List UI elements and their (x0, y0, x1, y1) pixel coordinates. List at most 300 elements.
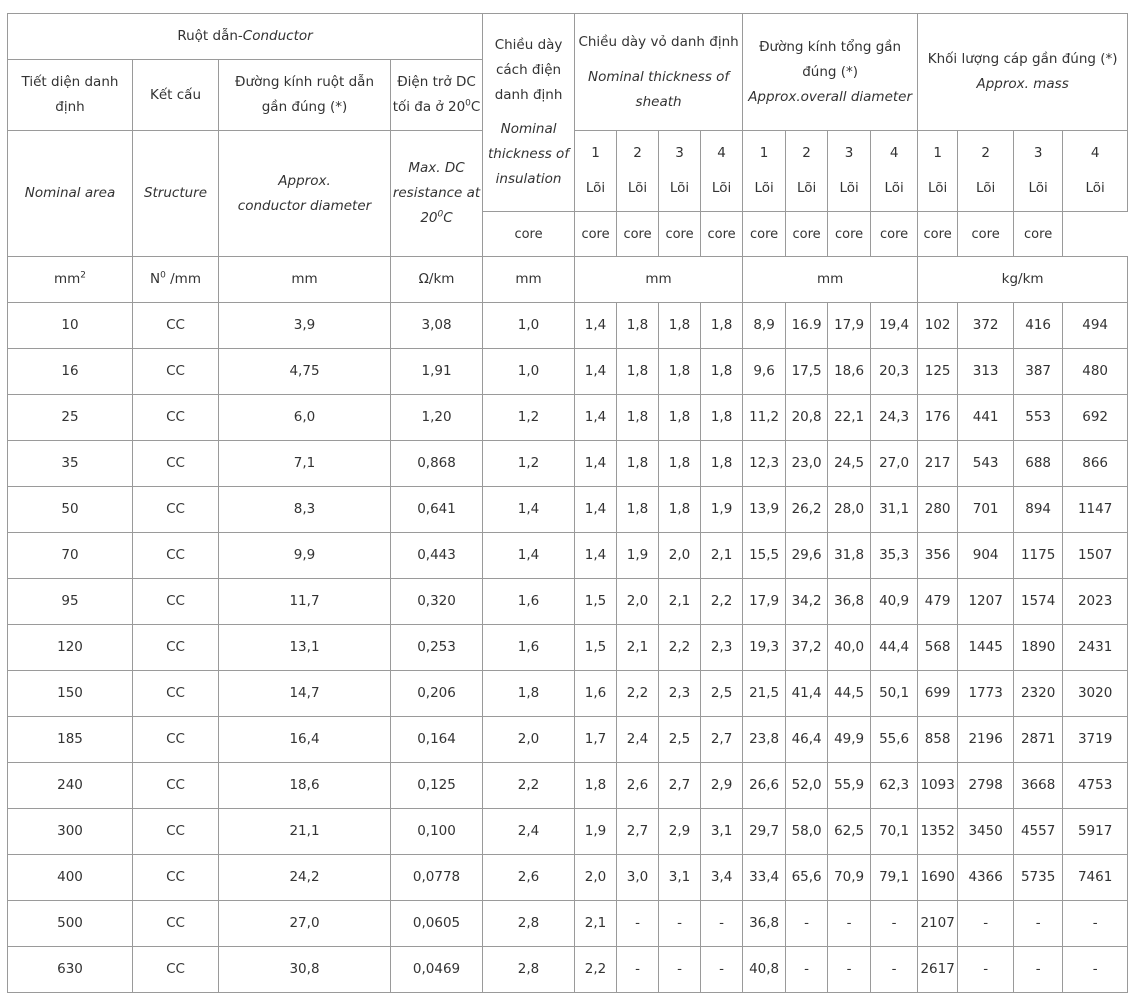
structure-cell: CC (133, 717, 219, 763)
conductor-diameter-vi-header (219, 60, 391, 131)
sheath-core-3-en: core (617, 212, 659, 257)
sheath-core-1-cell: 1,5 (575, 625, 617, 671)
insulation-cell: 1,8 (483, 671, 575, 717)
resistance-cell: 3,08 (391, 303, 483, 349)
insulation-vi-line3: danh định (494, 87, 563, 103)
mass-core-4-cell: 1507 (1063, 533, 1128, 579)
data-rows (8, 303, 1128, 993)
dc-resistance-vi-line2-b: C (470, 99, 481, 115)
mass-core-1-cell: 176 (918, 395, 958, 441)
cable-spec-table (7, 13, 1128, 993)
sheath-core-3-cell: 2,1 (659, 579, 701, 625)
sheath-core-4-cell: 1,8 (701, 441, 743, 487)
sheath-core-3-cell: 2,3 (659, 671, 701, 717)
sheath-core-2-cell: 2,1 (617, 625, 659, 671)
mass-core-3-cell: 2320 (1014, 671, 1063, 717)
unit-area (8, 257, 133, 303)
mass-core-1-cell: 2107 (918, 901, 958, 947)
unit-area-base: mm (53, 271, 81, 287)
structure-cell: CC (133, 395, 219, 441)
sheath-core-2-cell: 1,8 (617, 487, 659, 533)
structure-cell: CC (133, 625, 219, 671)
structure-vi-header: Kết cấu (133, 60, 219, 131)
overall-core-4-cell: 50,1 (871, 671, 918, 717)
insulation-vi-line1: Chiều dày (494, 37, 563, 53)
overall-core-4-cell: - (871, 901, 918, 947)
sheath-core-3-cell: 2,5 (659, 717, 701, 763)
mass-core-2-cell: - (958, 947, 1014, 993)
nominal-area-en-header: Nominal area (8, 131, 133, 257)
structure-cell: CC (133, 533, 219, 579)
overall-core-3-cell: 49,9 (828, 717, 871, 763)
mass-core-2-cell: 441 (958, 395, 1014, 441)
core-number: 1 (933, 145, 942, 161)
sheath-core-3-header (659, 131, 701, 212)
area-cell: 630 (8, 947, 133, 993)
unit-overall: mm (743, 257, 918, 303)
insulation-vi-line2: cách điện (495, 62, 562, 78)
resistance-cell: 1,20 (391, 395, 483, 441)
unit-sheath: mm (575, 257, 743, 303)
sheath-core-4-cell: 1,9 (701, 487, 743, 533)
mass-core-1-cell: 1093 (918, 763, 958, 809)
mass-core-1-cell: 1690 (918, 855, 958, 901)
core-vi-label: Lõi (1085, 180, 1105, 196)
insulation-en-line1: Nominal (500, 121, 557, 137)
resistance-cell: 0,100 (391, 809, 483, 855)
overall-core-4-cell: 79,1 (871, 855, 918, 901)
table-row (8, 441, 1128, 487)
mass-core-4-cell: 866 (1063, 441, 1128, 487)
overall-core-3-cell: 22,1 (828, 395, 871, 441)
resistance-cell: 0,253 (391, 625, 483, 671)
unit-resistance: Ω/km (391, 257, 483, 303)
overall-core-2-cell: 37,2 (786, 625, 828, 671)
insulation-cell: 1,2 (483, 441, 575, 487)
sheath-core-4-cell: - (701, 901, 743, 947)
overall-core-2-cell: 52,0 (786, 763, 828, 809)
area-cell: 95 (8, 579, 133, 625)
overall-core-2-cell: 65,6 (786, 855, 828, 901)
resistance-cell: 0,320 (391, 579, 483, 625)
sheath-core-4-cell: 3,4 (701, 855, 743, 901)
mass-core-4-cell: 692 (1063, 395, 1128, 441)
insulation-cell: 2,4 (483, 809, 575, 855)
dc-resistance-en-degree: 0 (437, 209, 444, 220)
nominal-area-vi-header (8, 60, 133, 131)
overall-core-3-cell: 24,5 (828, 441, 871, 487)
structure-cell: CC (133, 487, 219, 533)
mass-core-2-cell: 1207 (958, 579, 1014, 625)
overall-core-1-cell: 36,8 (743, 901, 786, 947)
mass-core-1-cell: 479 (918, 579, 958, 625)
resistance-cell: 0,0469 (391, 947, 483, 993)
mass-core-4-cell: - (1063, 947, 1128, 993)
structure-cell: CC (133, 947, 219, 993)
unit-area-sup: 2 (80, 270, 87, 281)
mass-core-4-cell: 2431 (1063, 625, 1128, 671)
cable-spec-table-container (7, 13, 1127, 993)
mass-core-2-en: core (918, 212, 958, 257)
sheath-core-3-cell: 1,8 (659, 441, 701, 487)
sheath-core-4-cell: 2,2 (701, 579, 743, 625)
mass-core-4-en: core (1014, 212, 1063, 257)
mass-core-4-cell: 3020 (1063, 671, 1128, 717)
mass-core-2-cell: 4366 (958, 855, 1014, 901)
diameter-cell: 4,75 (219, 349, 391, 395)
core-number: 2 (802, 145, 811, 161)
table-row (8, 809, 1128, 855)
overall-diameter-vi-line1: Đường kính tổng gần (759, 38, 902, 55)
area-cell: 300 (8, 809, 133, 855)
area-cell: 70 (8, 533, 133, 579)
insulation-cell: 1,6 (483, 625, 575, 671)
table-row (8, 395, 1128, 441)
sheath-core-1-cell: 1,4 (575, 303, 617, 349)
conductor-diameter-en-header (219, 131, 391, 257)
sheath-en-line1: Nominal thickness of (587, 68, 730, 85)
core-number: 3 (1033, 145, 1043, 161)
sheath-core-3-cell: 3,1 (659, 855, 701, 901)
sheath-core-4-header (701, 131, 743, 212)
diameter-cell: 6,0 (219, 395, 391, 441)
diameter-cell: 14,7 (219, 671, 391, 717)
overall-core-1-cell: 11,2 (743, 395, 786, 441)
sheath-core-4-cell: 1,8 (701, 395, 743, 441)
structure-cell: CC (133, 763, 219, 809)
core-vi-label: Lõi (711, 180, 732, 196)
core-vi-label: Lõi (927, 180, 948, 196)
sheath-core-2-cell: - (617, 947, 659, 993)
mass-core-3-header (1014, 131, 1063, 212)
overall-core-4-cell: 31,1 (871, 487, 918, 533)
sheath-core-1-cell: 2,2 (575, 947, 617, 993)
conductor-diameter-en-line2: conductor diameter (237, 197, 372, 214)
table-row (8, 349, 1128, 395)
sheath-core-3-cell: - (659, 901, 701, 947)
mass-core-3-cell: 387 (1014, 349, 1063, 395)
core-number: 1 (759, 145, 769, 161)
mass-core-4-cell: 3719 (1063, 717, 1128, 763)
dc-resistance-vi-line2-a: tối đa ở 20 (392, 99, 466, 115)
overall-core-2-cell: 16.9 (786, 303, 828, 349)
overall-core-4-cell: 24,3 (871, 395, 918, 441)
core-vi-label: Lõi (796, 180, 817, 196)
overall-core-2-cell: 20,8 (786, 395, 828, 441)
area-cell: 10 (8, 303, 133, 349)
overall-diameter-header (743, 14, 918, 131)
mass-core-1-header (918, 131, 958, 212)
nominal-area-vi-line2: định (55, 99, 85, 115)
sheath-core-4-en: core (659, 212, 701, 257)
mass-core-3-cell: 894 (1014, 487, 1063, 533)
insulation-cell: 1,6 (483, 579, 575, 625)
dc-resistance-en-line3-b: C (443, 210, 453, 226)
insulation-cell: 2,2 (483, 763, 575, 809)
mass-core-3-cell: 416 (1014, 303, 1063, 349)
mass-core-3-cell: 1890 (1014, 625, 1063, 671)
mass-core-1-cell: 217 (918, 441, 958, 487)
mass-core-1-cell: 280 (918, 487, 958, 533)
mass-core-4-header (1063, 131, 1128, 212)
table-row (8, 901, 1128, 947)
overall-core-4-cell: 44,4 (871, 625, 918, 671)
structure-cell: CC (133, 671, 219, 717)
core-vi-label: Lõi (839, 180, 859, 196)
diameter-cell: 3,9 (219, 303, 391, 349)
resistance-cell: 0,868 (391, 441, 483, 487)
dc-resistance-en-header (391, 131, 483, 257)
overall-core-2-cell: 17,5 (786, 349, 828, 395)
sheath-core-2-cell: 2,4 (617, 717, 659, 763)
mass-core-3-cell: 3668 (1014, 763, 1063, 809)
overall-core-3-cell: - (828, 947, 871, 993)
overall-core-3-cell: 62,5 (828, 809, 871, 855)
unit-structure-base: N (150, 271, 161, 287)
overall-core-1-cell: 23,8 (743, 717, 786, 763)
area-cell: 16 (8, 349, 133, 395)
insulation-cell: 2,6 (483, 855, 575, 901)
insulation-cell: 1,2 (483, 395, 575, 441)
diameter-cell: 7,1 (219, 441, 391, 487)
overall-core-1-cell: 21,5 (743, 671, 786, 717)
mass-core-3-cell: - (1014, 947, 1063, 993)
structure-cell: CC (133, 303, 219, 349)
core-vi-label: Lõi (884, 180, 904, 196)
overall-core-3-cell: 28,0 (828, 487, 871, 533)
overall-core-2-header (786, 131, 828, 212)
table-row (8, 855, 1128, 901)
structure-cell: CC (133, 901, 219, 947)
mass-core-2-cell: 313 (958, 349, 1014, 395)
overall-core-1-cell: 9,6 (743, 349, 786, 395)
sheath-core-3-cell: - (659, 947, 701, 993)
sheath-core-4-cell: 2,9 (701, 763, 743, 809)
mass-vi: Khối lượng cáp gần đúng (*) (927, 51, 1118, 67)
mass-core-4-cell: 5917 (1063, 809, 1128, 855)
core-number: 4 (889, 145, 899, 161)
overall-core-4-cell: - (871, 947, 918, 993)
diameter-cell: 18,6 (219, 763, 391, 809)
area-cell: 500 (8, 901, 133, 947)
unit-structure-sup: 0 (160, 270, 166, 281)
diameter-cell: 9,9 (219, 533, 391, 579)
mass-core-2-cell: 904 (958, 533, 1014, 579)
diameter-cell: 13,1 (219, 625, 391, 671)
structure-en-header: Structure (133, 131, 219, 257)
mass-header (918, 14, 1128, 131)
area-cell: 25 (8, 395, 133, 441)
overall-core-3-cell: 40,0 (828, 625, 871, 671)
core-vi-label: Lõi (585, 180, 606, 196)
dc-resistance-en-line2: resistance at (392, 185, 481, 201)
sheath-core-2-cell: 1,8 (617, 349, 659, 395)
sheath-vi: Chiều dày vỏ danh định (578, 33, 739, 50)
overall-core-1-cell: 17,9 (743, 579, 786, 625)
mass-core-3-cell: 1175 (1014, 533, 1063, 579)
mass-core-3-cell: 2871 (1014, 717, 1063, 763)
sheath-core-4-cell: - (701, 947, 743, 993)
mass-core-2-cell: 701 (958, 487, 1014, 533)
area-cell: 400 (8, 855, 133, 901)
mass-core-4-cell: 480 (1063, 349, 1128, 395)
mass-core-1-cell: 102 (918, 303, 958, 349)
mass-core-2-cell: 2798 (958, 763, 1014, 809)
overall-core-1-cell: 15,5 (743, 533, 786, 579)
overall-core-4-cell: 27,0 (871, 441, 918, 487)
sheath-core-1-en: core (483, 212, 575, 257)
overall-core-2-cell: - (786, 901, 828, 947)
overall-core-2-cell: 34,2 (786, 579, 828, 625)
mass-core-3-en: core (958, 212, 1014, 257)
area-cell: 120 (8, 625, 133, 671)
overall-core-1-cell: 12,3 (743, 441, 786, 487)
overall-core-2-cell: 26,2 (786, 487, 828, 533)
mass-core-1-cell: 356 (918, 533, 958, 579)
core-vi-label: Lõi (669, 180, 690, 196)
resistance-cell: 0,125 (391, 763, 483, 809)
mass-core-1-cell: 125 (918, 349, 958, 395)
mass-core-2-header (958, 131, 1014, 212)
mass-core-1-cell: 1352 (918, 809, 958, 855)
table-body (8, 14, 1128, 303)
sheath-header (575, 14, 743, 131)
table-row (8, 303, 1128, 349)
overall-core-1-cell: 13,9 (743, 487, 786, 533)
sheath-core-2-cell: 1,8 (617, 441, 659, 487)
sheath-core-3-cell: 1,8 (659, 487, 701, 533)
sheath-core-2-cell: 2,0 (617, 579, 659, 625)
overall-core-1-cell: 40,8 (743, 947, 786, 993)
sheath-core-2-cell: - (617, 901, 659, 947)
mass-core-2-cell: 2196 (958, 717, 1014, 763)
overall-core-4-header (871, 131, 918, 212)
overall-core-2-cell: 41,4 (786, 671, 828, 717)
sheath-core-3-cell: 2,9 (659, 809, 701, 855)
resistance-cell: 1,91 (391, 349, 483, 395)
sheath-core-3-cell: 1,8 (659, 395, 701, 441)
resistance-cell: 0,206 (391, 671, 483, 717)
mass-core-3-cell: 553 (1014, 395, 1063, 441)
unit-diameter: mm (219, 257, 391, 303)
mass-core-2-cell: - (958, 901, 1014, 947)
table-row (8, 671, 1128, 717)
insulation-cell: 1,4 (483, 533, 575, 579)
unit-insulation: mm (483, 257, 575, 303)
sheath-core-3-cell: 2,0 (659, 533, 701, 579)
diameter-cell: 27,0 (219, 901, 391, 947)
sheath-core-1-cell: 1,9 (575, 809, 617, 855)
sheath-core-3-cell: 2,7 (659, 763, 701, 809)
dc-resistance-vi-header (391, 60, 483, 131)
diameter-cell: 16,4 (219, 717, 391, 763)
core-number: 2 (981, 145, 990, 161)
mass-en: Approx. mass (976, 76, 1069, 92)
core-number: 4 (717, 145, 726, 161)
overall-core-4-en: core (828, 212, 871, 257)
insulation-cell: 2,0 (483, 717, 575, 763)
structure-cell: CC (133, 809, 219, 855)
core-vi-label: Lõi (975, 180, 996, 196)
overall-core-4-cell: 20,3 (871, 349, 918, 395)
area-cell: 35 (8, 441, 133, 487)
overall-core-4-cell: 70,1 (871, 809, 918, 855)
structure-cell: CC (133, 441, 219, 487)
table-row (8, 487, 1128, 533)
conductor-group-header (8, 14, 483, 60)
overall-core-1-header (743, 131, 786, 212)
core-number: 4 (1090, 145, 1100, 161)
overall-core-4-cell: 19,4 (871, 303, 918, 349)
core-vi-label: Lõi (1028, 180, 1048, 196)
overall-core-3-cell: 36,8 (828, 579, 871, 625)
sheath-core-2-cell: 3,0 (617, 855, 659, 901)
mass-core-3-cell: 1574 (1014, 579, 1063, 625)
unit-mass: kg/km (918, 257, 1128, 303)
mass-core-3-cell: 688 (1014, 441, 1063, 487)
structure-cell: CC (133, 855, 219, 901)
table-row (8, 579, 1128, 625)
dc-resistance-en-line3-a: 20 (420, 210, 438, 226)
insulation-cell: 2,8 (483, 947, 575, 993)
core-number: 3 (675, 145, 684, 161)
mass-core-4-cell: - (1063, 901, 1128, 947)
nominal-area-vi-line1: Tiết diện danh (21, 74, 119, 90)
table-row (8, 717, 1128, 763)
sheath-core-1-cell: 1,6 (575, 671, 617, 717)
overall-core-4-cell: 35,3 (871, 533, 918, 579)
core-number: 1 (591, 145, 600, 161)
conductor-group-vi: Ruột dẫn- (177, 28, 243, 44)
diameter-cell: 11,7 (219, 579, 391, 625)
table-row (8, 947, 1128, 993)
diameter-cell: 8,3 (219, 487, 391, 533)
mass-core-1-cell: 699 (918, 671, 958, 717)
overall-core-2-en: core (743, 212, 786, 257)
overall-core-4-cell: 62,3 (871, 763, 918, 809)
core-number: 3 (844, 145, 854, 161)
overall-core-2-cell: 29,6 (786, 533, 828, 579)
resistance-cell: 0,443 (391, 533, 483, 579)
conductor-diameter-en-line1: Approx. (278, 172, 331, 189)
resistance-cell: 0,0778 (391, 855, 483, 901)
sheath-core-1-cell: 2,0 (575, 855, 617, 901)
mass-core-4-cell: 494 (1063, 303, 1128, 349)
resistance-cell: 0,164 (391, 717, 483, 763)
mass-core-1-cell: 858 (918, 717, 958, 763)
mass-core-4-cell: 4753 (1063, 763, 1128, 809)
mass-core-1-cell: 568 (918, 625, 958, 671)
overall-core-3-cell: - (828, 901, 871, 947)
sheath-core-1-cell: 1,4 (575, 395, 617, 441)
table-row (8, 533, 1128, 579)
sheath-core-4-cell: 2,1 (701, 533, 743, 579)
insulation-cell: 2,8 (483, 901, 575, 947)
mass-core-2-cell: 1773 (958, 671, 1014, 717)
insulation-cell: 1,0 (483, 303, 575, 349)
overall-core-3-cell: 31,8 (828, 533, 871, 579)
overall-core-1-cell: 8,9 (743, 303, 786, 349)
dc-resistance-vi-degree: 0 (465, 98, 471, 109)
mass-core-4-cell: 2023 (1063, 579, 1128, 625)
sheath-core-4-cell: 1,8 (701, 303, 743, 349)
overall-core-4-cell: 40,9 (871, 579, 918, 625)
dc-resistance-vi-line1: Điện trở DC (397, 74, 476, 90)
diameter-cell: 21,1 (219, 809, 391, 855)
overall-diameter-en: Approx.overall diameter (748, 88, 913, 105)
sheath-core-2-cell: 1,8 (617, 303, 659, 349)
area-cell: 50 (8, 487, 133, 533)
